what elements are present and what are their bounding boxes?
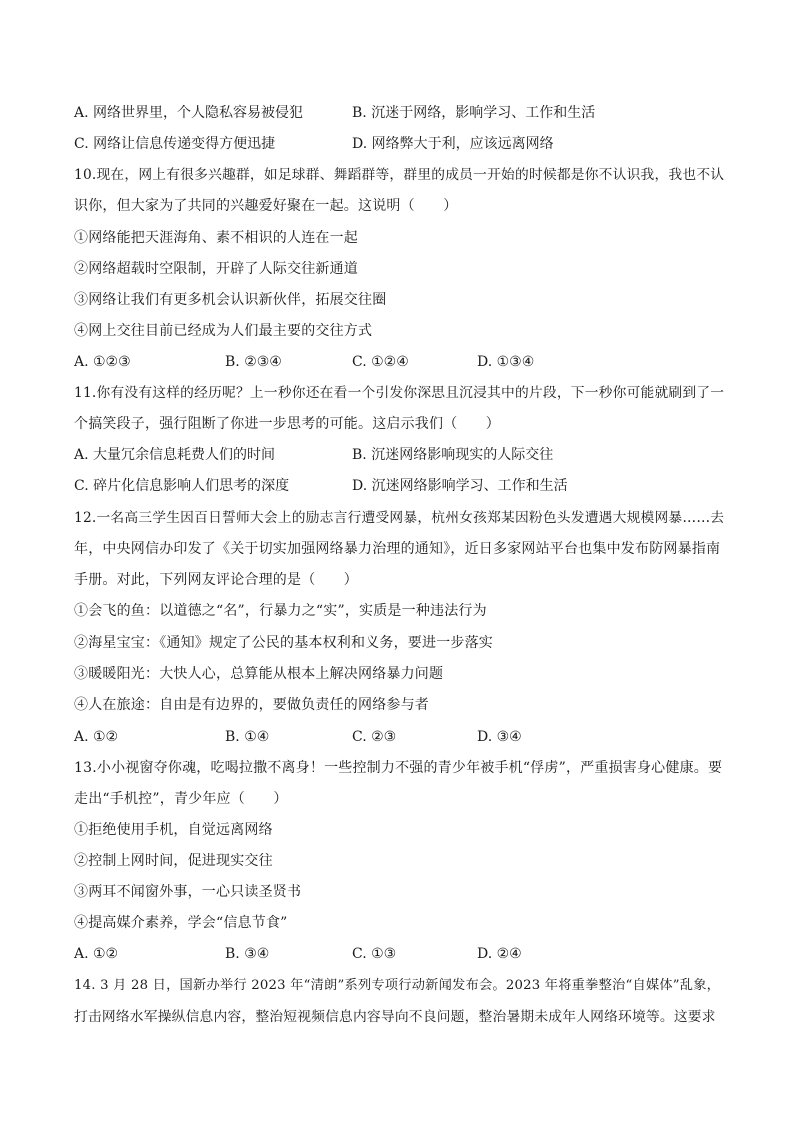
q10-item-3: ③网络让我们有更多机会认识新伙伴，拓展交往圈 xyxy=(74,292,387,308)
q12-item-2: ②海星宝宝：《通知》规定了公民的基本权利和义务，要进一步落实 xyxy=(74,635,493,651)
q10-option-d: D. ①③④ xyxy=(477,354,535,370)
q12-option-c: C. ②③ xyxy=(352,729,397,745)
q12-stem-line-1: 12.一名高三学生因百日誓师大会上的励志言行遭受网暴，杭州女孩郑某因粉色头发遭遇大规模网暴……去 xyxy=(74,510,725,526)
q12-option-b: B. ①④ xyxy=(225,729,270,745)
q13-stem-line-2: 走出“手机控”，青少年应（ ） xyxy=(74,791,288,807)
q10-stem-line-2: 识你，但大家为了共同的兴趣爱好聚在一起。这说明（ ） xyxy=(74,198,458,214)
q13-item-4: ④提高媒介素养，学会“信息节食” xyxy=(74,915,288,931)
q10-option-c: C. ①②④ xyxy=(352,354,409,370)
q10-item-1: ①网络能把天涯海角、素不相识的人连在一起 xyxy=(74,230,358,246)
q12-item-3: ③暖暖阳光：大快人心，总算能从根本上解决网络暴力问题 xyxy=(74,666,444,682)
q9-option-d: D. 网络弊大于利，应该远离网络 xyxy=(352,136,554,152)
q10-option-a: A. ①②③ xyxy=(74,354,131,370)
q11-option-d: D. 沉迷网络影响学习、工作和生活 xyxy=(352,478,568,494)
q13-item-3: ③两耳不闻窗外事，一心只读圣贤书 xyxy=(74,884,302,900)
q13-stem-line-1: 13.小小视窗夺你魂，吃喝拉撒不离身！一些控制力不强的青少年被手机“俘虏”，严重损害身心健康。要 xyxy=(74,760,723,776)
q14-stem-line-2: 打击网络水军操纵信息内容，整治短视频信息内容导向不良问题，整治暑期未成年人网络环境等。这要求 xyxy=(74,1009,716,1025)
q11-option-c: C. 碎片化信息影响人们思考的深度 xyxy=(74,478,290,494)
q11-option-a: A. 大量冗余信息耗费人们的时间 xyxy=(74,447,276,463)
q13-option-a: A. ①② xyxy=(74,946,119,962)
q12-item-4: ④人在旅途：自由是有边界的，要做负责任的网络参与者 xyxy=(74,697,429,713)
q9-option-c: C. 网络让信息传递变得方便迅捷 xyxy=(74,136,276,152)
q11-stem-line-2: 个搞笑段子，强行阻断了你进一步思考的可能。这启示我们（ ） xyxy=(74,416,500,432)
q11-option-b: B. 沉迷网络影响现实的人际交往 xyxy=(352,447,554,463)
q12-option-a: A. ①② xyxy=(74,729,119,745)
q10-item-4: ④网上交往目前已经成为人们最主要的交往方式 xyxy=(74,323,373,339)
q12-stem-line-2: 年，中央网信办印发了《关于切实加强网络暴力治理的通知》，近日多家网站平台也集中发布防网暴指南 xyxy=(74,541,721,557)
q9-option-a: A. 网络世界里，个人隐私容易被侵犯 xyxy=(74,105,304,121)
q10-option-b: B. ②③④ xyxy=(225,354,282,370)
q12-stem-line-3: 手册。对此，下列网友评论合理的是（ ） xyxy=(74,572,358,588)
q13-item-2: ②控制上网时间，促进现实交往 xyxy=(74,853,273,869)
q10-item-2: ②网络超载时空限制，开辟了人际交往新通道 xyxy=(74,261,358,277)
q9-option-b: B. 沉迷于网络，影响学习、工作和生活 xyxy=(352,105,596,121)
q13-option-b: B. ③④ xyxy=(225,946,270,962)
q13-option-d: D. ②④ xyxy=(477,946,522,962)
q13-item-1: ①拒绝使用手机，自觉远离网络 xyxy=(74,822,273,838)
q14-stem-line-1: 14. 3 月 28 日，国新办举行 2023 年“清朗”系列专项行动新闻发布会。2023 年将重拳整治“自媒体”乱象， xyxy=(74,978,721,993)
q13-option-c: C. ①③ xyxy=(352,946,397,962)
q11-stem-line-1: 11.你有没有这样的经历呢？上一秒你还在看一个引发你深思且沉浸其中的片段，下一秒你可能就刷到了一 xyxy=(74,385,725,401)
q12-item-1: ①会飞的鱼：以道德之“名”，行暴力之“实”，实质是一种违法行为 xyxy=(74,603,487,619)
q12-option-d: D. ③④ xyxy=(477,729,522,745)
q10-stem-line-1: 10.现在，网上有很多兴趣群，如足球群、舞蹈群等，群里的成员一开始的时候都是你不认识我，我也不认 xyxy=(74,167,725,183)
